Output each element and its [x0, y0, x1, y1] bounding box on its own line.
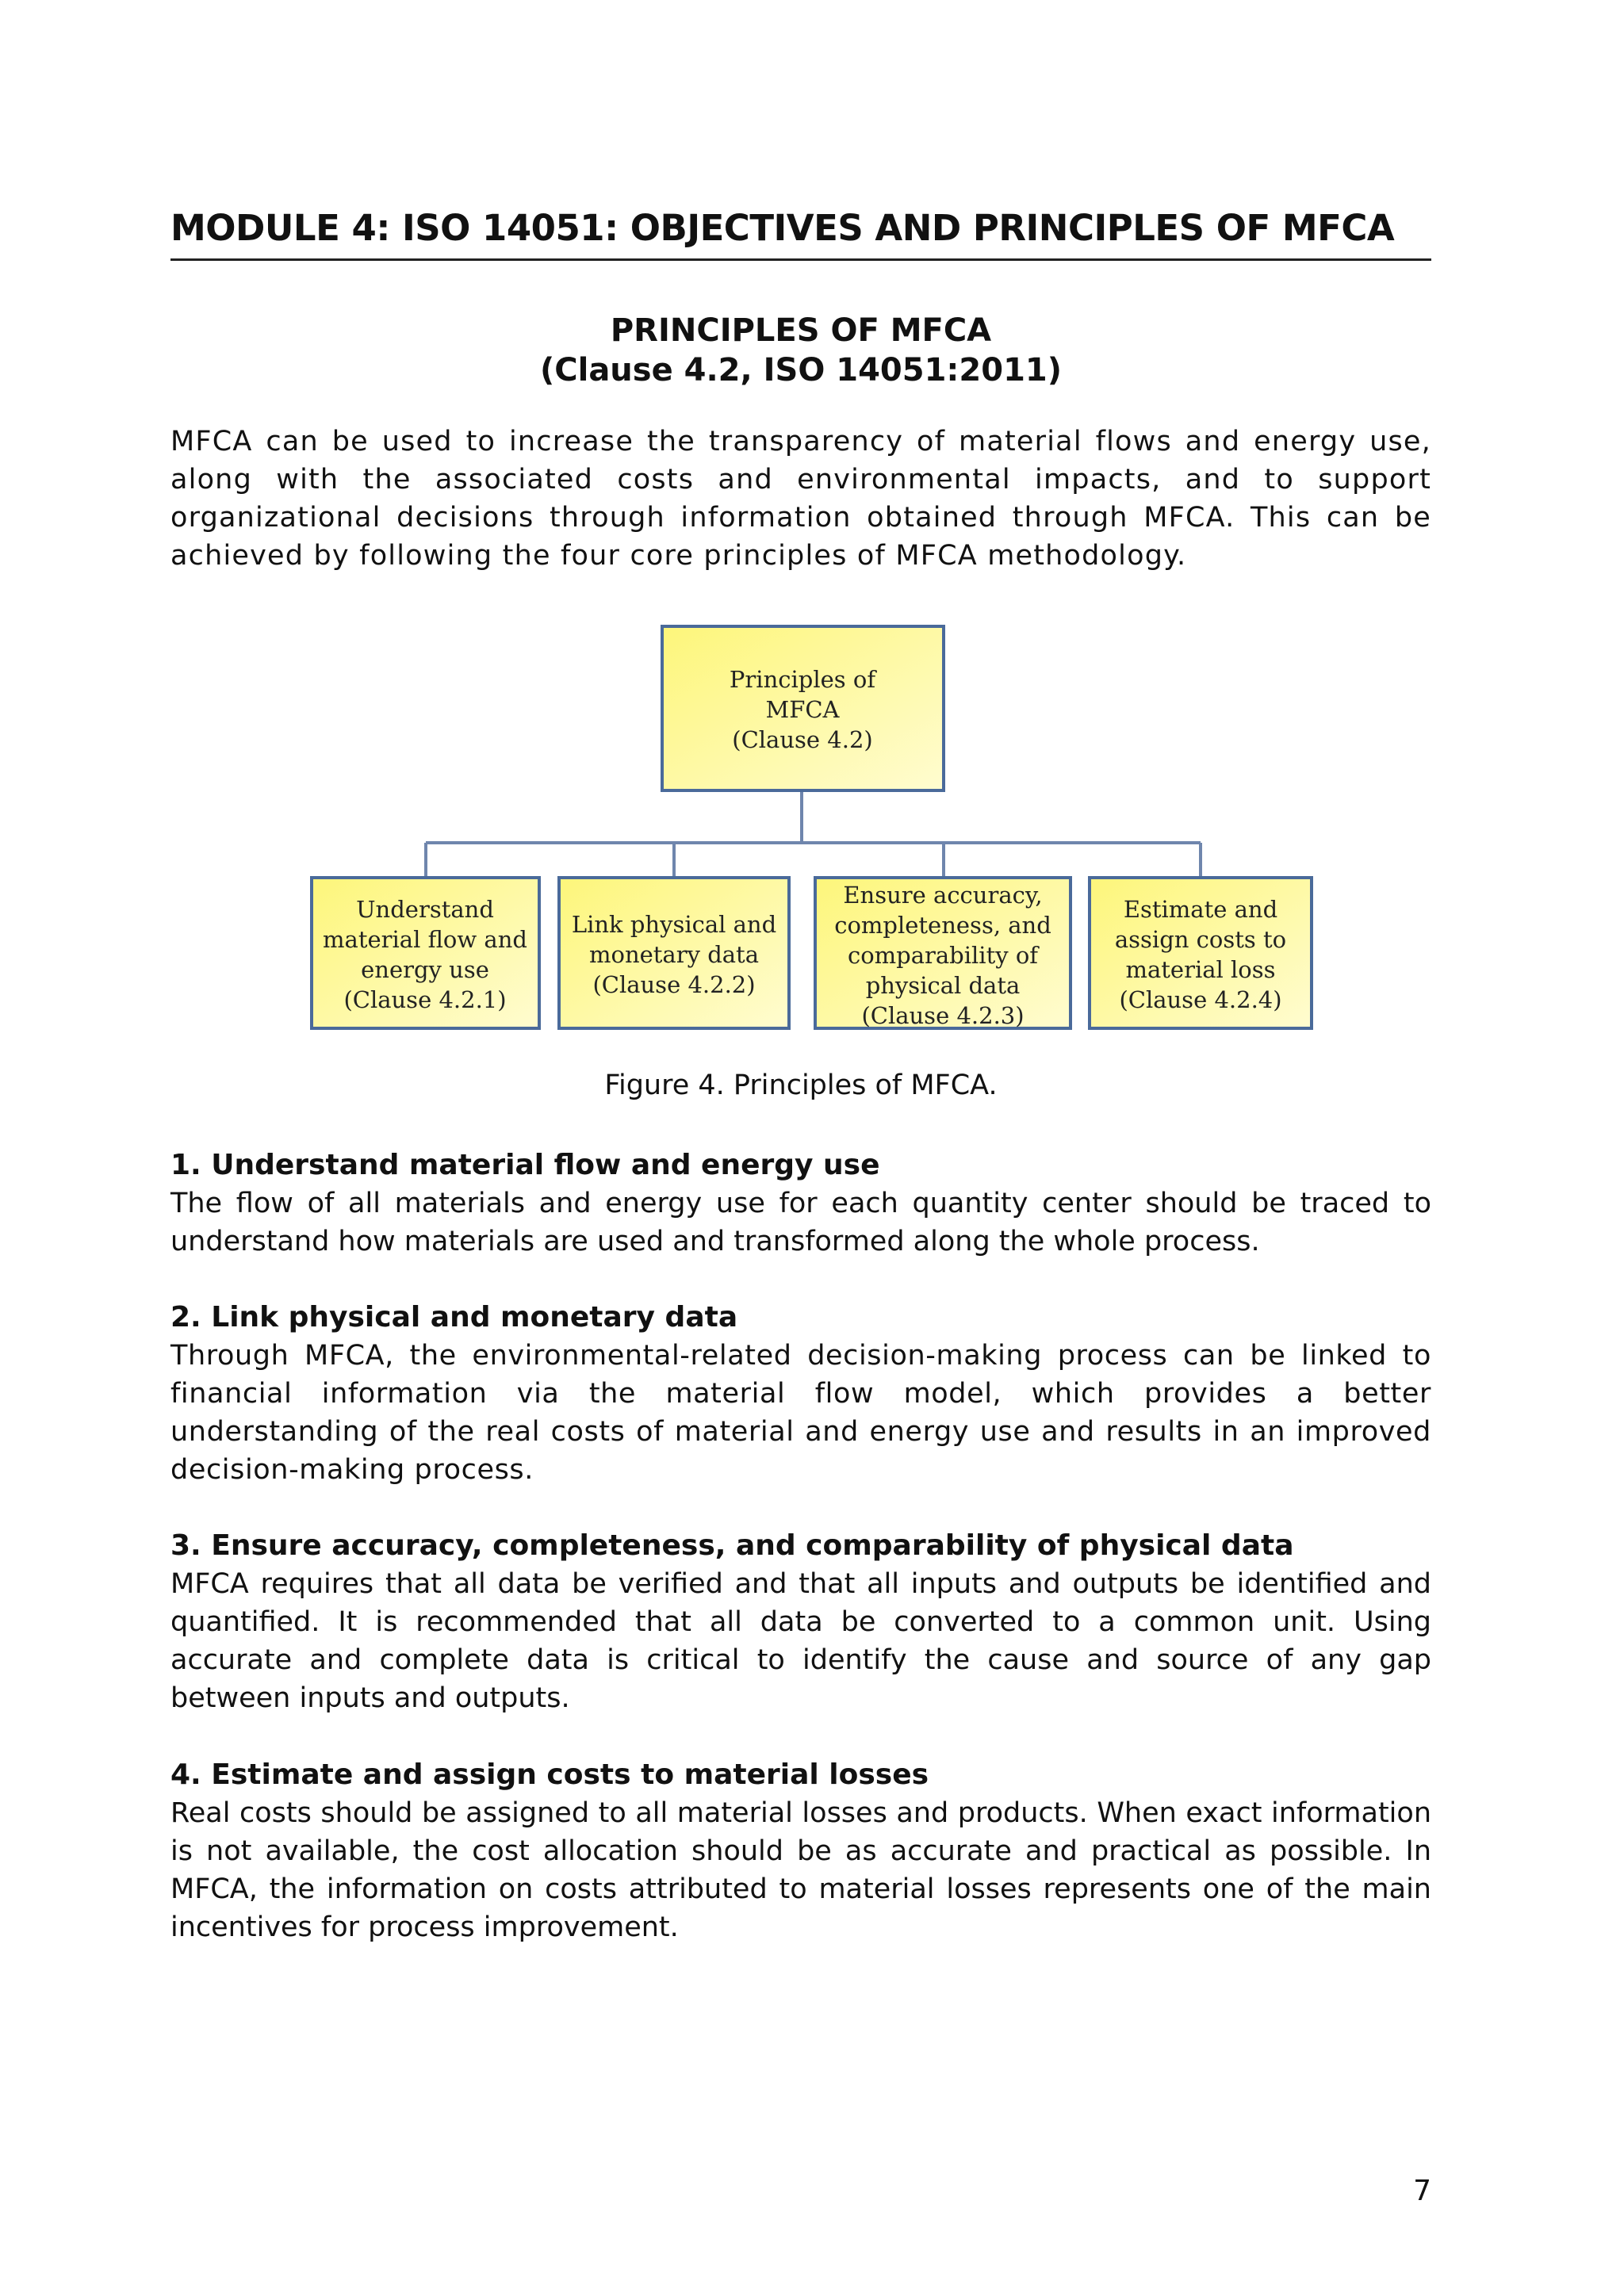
- principle-1-heading: 1. Understand material flow and energy use: [170, 1149, 880, 1181]
- child-2-line-1: Link physical and: [571, 911, 777, 938]
- page-number: 7: [1413, 2175, 1431, 2207]
- root-label-line-1: Principles of: [729, 666, 876, 693]
- child-1-line-3: energy use: [361, 956, 489, 983]
- figure-caption: Figure 4. Principles of MFCA.: [604, 1070, 998, 1101]
- child-3-line-4: physical data: [865, 972, 1021, 999]
- module-title: MODULE 4: ISO 14051: OBJECTIVES AND PRINCIPLES OF MFCA: [170, 207, 1395, 249]
- child-3-line-2: completeness, and: [834, 912, 1051, 939]
- child-3-line-3: comparability of: [847, 942, 1039, 969]
- root-label-line-3: (Clause 4.2): [732, 726, 873, 753]
- child-1-line-1: Understand: [356, 896, 494, 923]
- child-3-line-5: (Clause 4.2.3): [861, 1002, 1025, 1029]
- child-2-line-3: (Clause 4.2.2): [592, 971, 756, 998]
- principle-4-text: Real costs should be assigned to all material losses and products. When exact information is not available, the cost allocation should be as accurate and practical as possible. In MFCA, the information on costs attributed to material losses represents one of the main incentives for process improvement.: [170, 1797, 1431, 1943]
- document-page: [170, 0, 1431, 2296]
- principle-3-text: MFCA requires that all data be verified and that all inputs and outputs be identified and quantified. It is recommended that all data be converted to a common unit. Using accurate and complete data is critical to identify the cause and source of any gap between inputs and outputs.: [170, 1568, 1431, 1714]
- child-1-line-2: material flow and: [323, 926, 527, 953]
- section-subtitle: (Clause 4.2, ISO 14051:2011): [539, 352, 1063, 388]
- child-4-line-4: (Clause 4.2.4): [1119, 986, 1282, 1013]
- principle-2-heading: 2. Link physical and monetary data: [170, 1301, 738, 1334]
- principle-2-text: Through MFCA, the environmental-related decision-making process can be linked to financial information via the material flow model, which provides a better understanding of the real costs of material and energy use and results in an improved decision-making process.: [170, 1340, 1431, 1486]
- principle-1-text: The flow of all materials and energy use for each quantity center should be traced to understand how materials are used and transformed along the whole process.: [170, 1188, 1431, 1257]
- root-label-line-2: MFCA: [765, 696, 840, 723]
- principles-diagram: [170, 0, 1431, 1062]
- diagram-root-box: [662, 626, 944, 790]
- child-2-line-2: monetary data: [588, 941, 760, 968]
- diagram-connectors: [426, 790, 1201, 876]
- diagram-child-box-2: [559, 878, 789, 1028]
- principle-3-heading: 3. Ensure accuracy, completeness, and comparability of physical data: [170, 1529, 1294, 1562]
- diagram-child-box-4: [1090, 878, 1312, 1028]
- child-4-line-3: material loss: [1125, 956, 1276, 983]
- intro-paragraph: MFCA can be used to increase the transparency of material flows and energy use, along with the associated costs and environmental impacts, and to support organizational decisions through information obtained through MFCA. This can be achieved by following the four core principles of MFCA methodology.: [170, 426, 1431, 572]
- child-3-line-1: Ensure accuracy,: [843, 882, 1043, 909]
- child-1-line-4: (Clause 4.2.1): [343, 986, 507, 1013]
- diagram-child-box-1: [312, 878, 539, 1028]
- principle-4-heading: 4. Estimate and assign costs to material losses: [170, 1758, 929, 1791]
- child-4-line-1: Estimate and: [1123, 896, 1278, 923]
- section-title: PRINCIPLES OF MFCA: [610, 312, 992, 349]
- child-4-line-2: assign costs to: [1114, 926, 1287, 953]
- diagram-child-box-3: [815, 878, 1071, 1029]
